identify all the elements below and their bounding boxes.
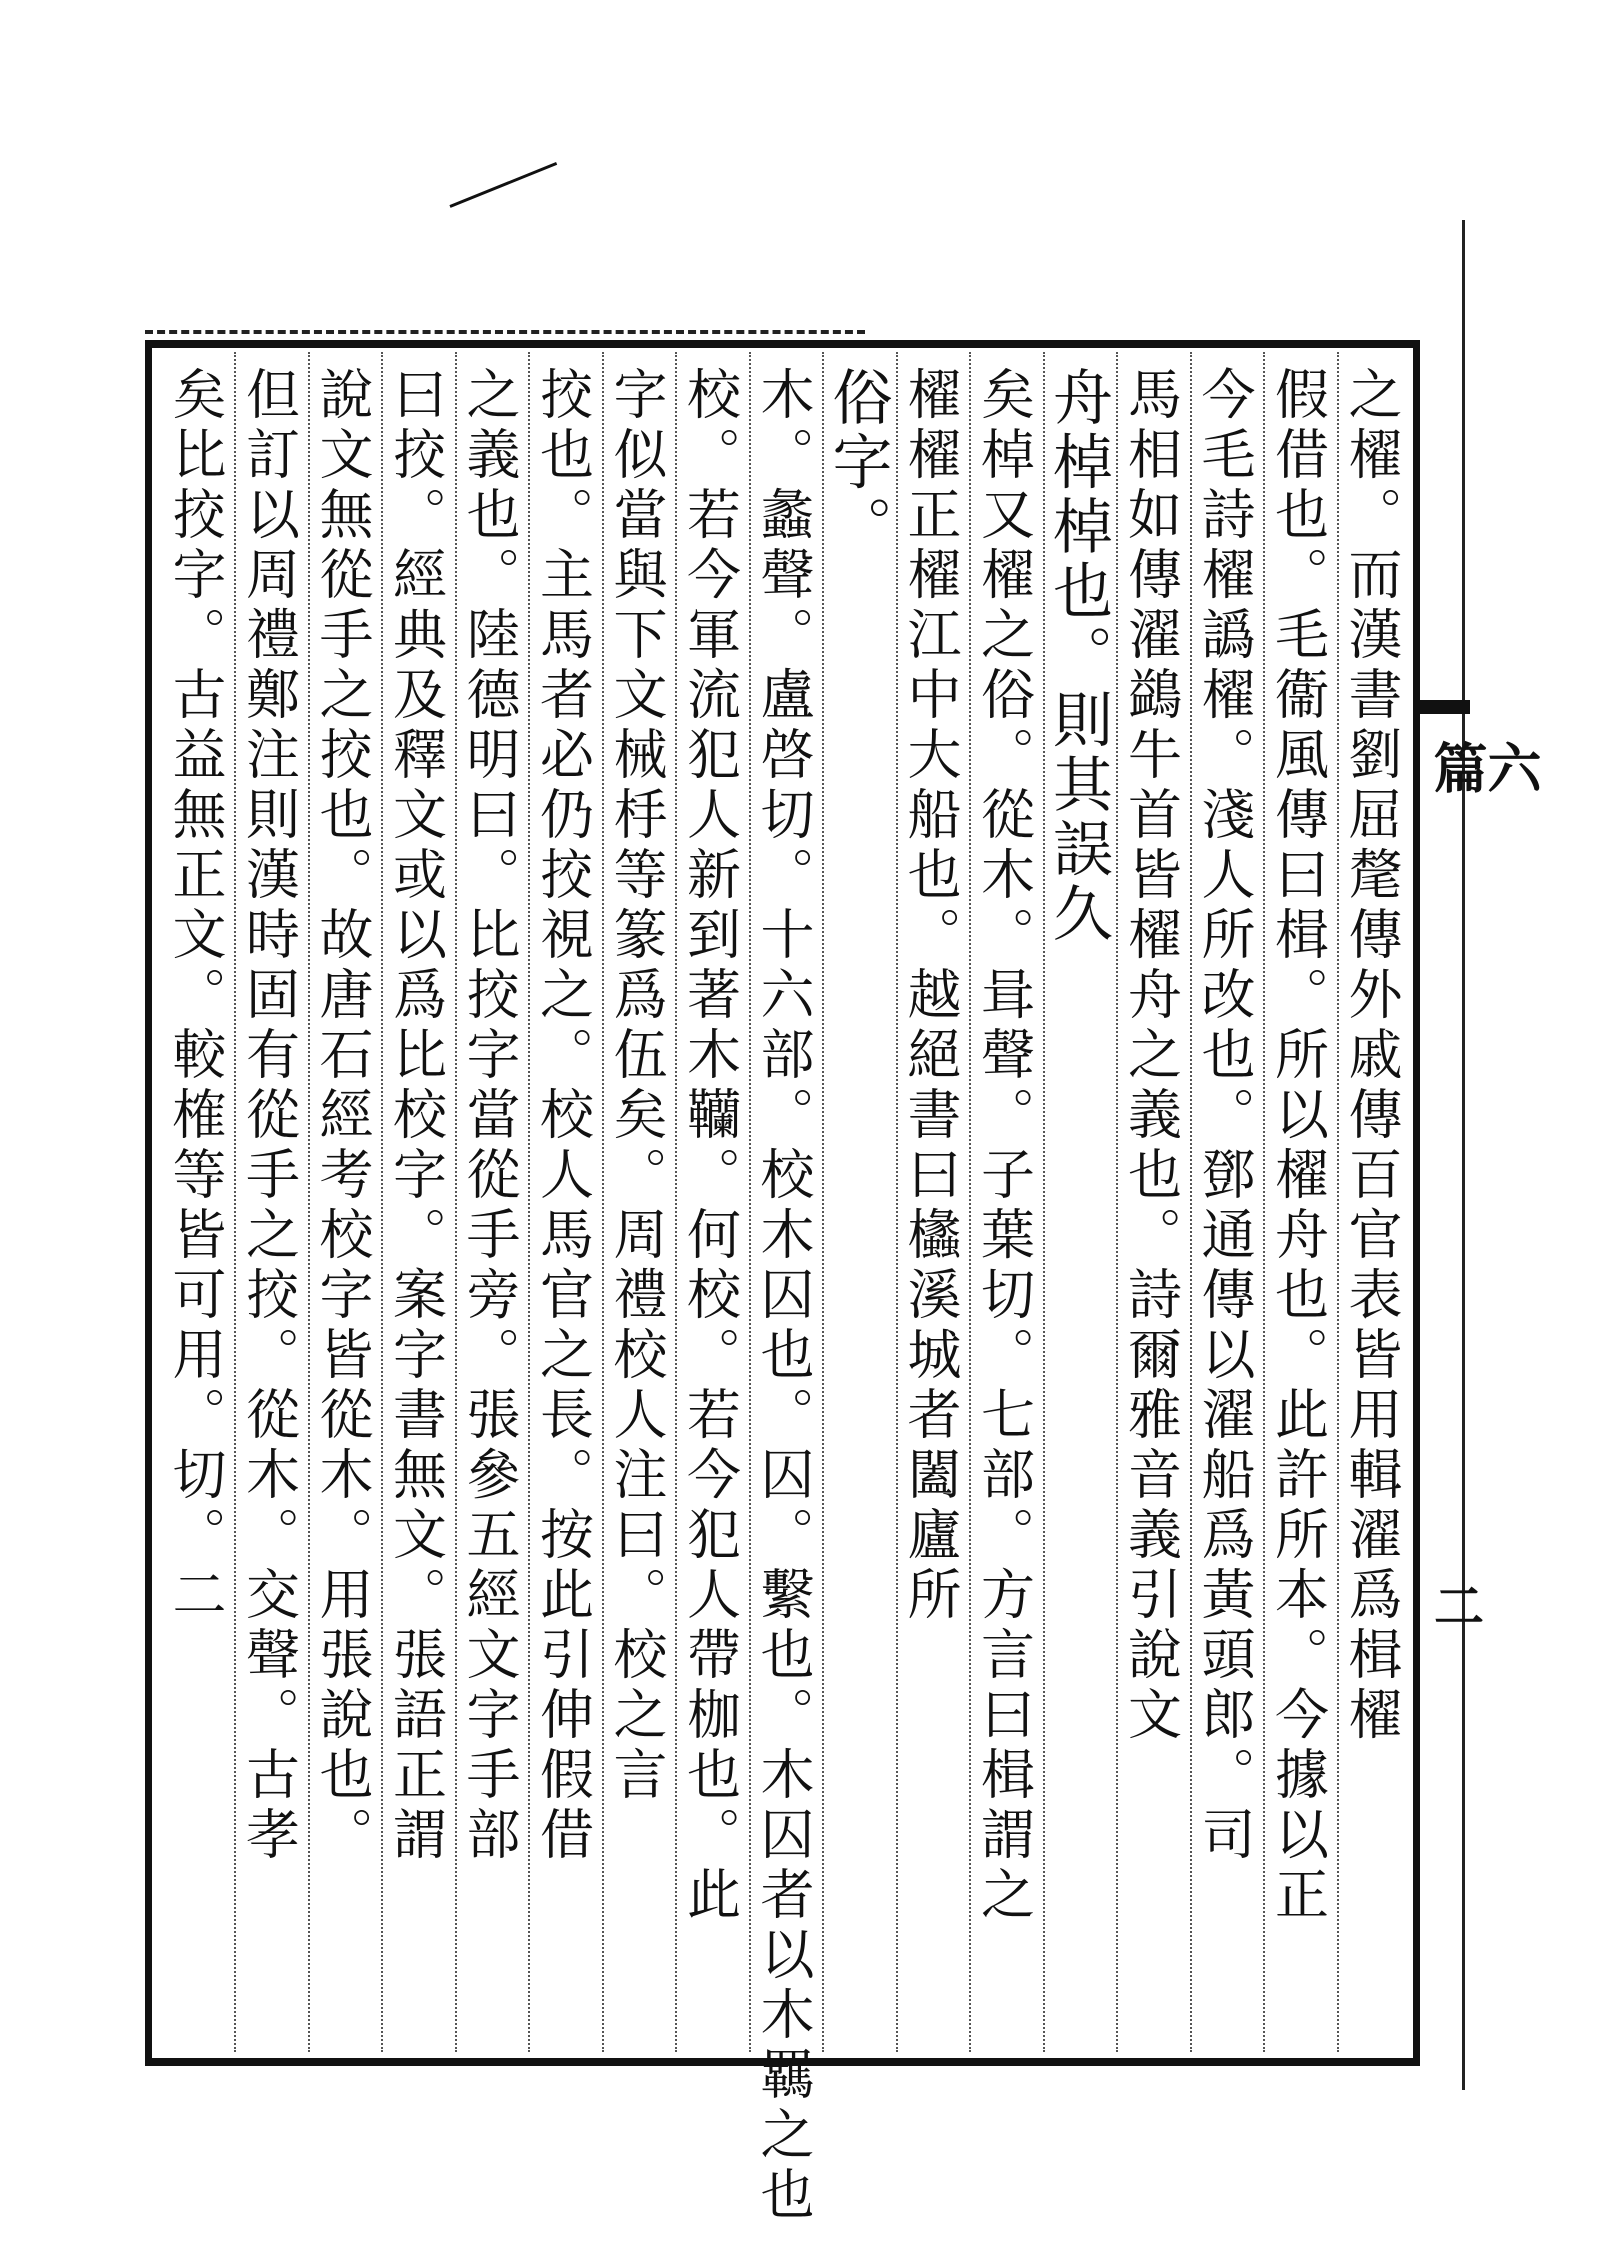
frame-top-dashed-edge	[145, 330, 865, 338]
text-column	[969, 352, 1043, 2052]
column-text: 說文無從手之挍也。故唐石經考校字皆從木。用張說也。	[311, 366, 374, 1866]
frame-right-border	[1413, 340, 1420, 2066]
text-column	[1263, 352, 1337, 2052]
text-column	[602, 352, 676, 2052]
margin-fish-tail-mark	[1420, 700, 1470, 714]
text-column	[1116, 352, 1190, 2052]
column-text: 挍也。主馬者必仍挍視之。校人馬官之長。按此引伸假借	[531, 366, 595, 1866]
column-text: 校。若今軍流犯人新到著木韊。何校。若今犯人帶枷也。此	[678, 366, 742, 1926]
margin-page-number: 二	[1426, 1580, 1485, 1630]
margin-title: 六篇	[1425, 740, 1543, 794]
column-text: 之義也。陸德明曰。比挍字當從手旁。張參五經文字手部	[458, 366, 521, 1866]
column-text: 今毛詩櫂譌櫂。淺人所改也。鄧通傳以濯船爲黃頭郎。司	[1193, 366, 1256, 1866]
column-text: 馬相如傳濯鷁牛首皆櫂舟之義也。詩爾雅音義引說文	[1119, 366, 1183, 1746]
column-text: 櫂櫂正櫂江中大船也。越絕書曰欚溪城者闔廬所	[899, 366, 962, 1626]
column-text: 假借也。毛衞風傳曰楫。所以櫂舟也。此許所本。今據以正	[1266, 366, 1330, 1926]
column-text: 字似當與下文械杽等篆爲伍矣。周禮校人注曰。校之言	[605, 366, 668, 1806]
column-text: 曰挍。經典及釋文或以爲比校字。案字書無文。張語正謂	[384, 366, 448, 1866]
text-column	[675, 352, 749, 2052]
column-text: 之櫂。而漢書劉屈氂傳外戚傳百官表皆用輯濯爲楫櫂	[1340, 366, 1403, 1746]
page-edge-line	[1462, 220, 1465, 2090]
column-text: 矣比挍字。古益無正文。較榷等皆可用。切。二	[164, 366, 227, 1626]
main-text-block	[160, 352, 1410, 2226]
column-text: 俗字。	[822, 366, 893, 560]
text-column	[234, 352, 308, 2052]
column-text: 舟棹棹也。則其誤久	[1043, 366, 1113, 947]
text-column	[822, 352, 896, 2052]
text-column	[1190, 352, 1264, 2052]
ink-stroke-mark	[449, 162, 557, 208]
text-column	[308, 352, 382, 2052]
text-column	[161, 352, 235, 2052]
text-column	[896, 352, 970, 2052]
text-column	[1337, 352, 1411, 2052]
text-column	[528, 352, 602, 2052]
column-text: 矣棹又櫂之俗。從木。咠聲。子葉切。七部。方言曰楫謂之	[972, 366, 1036, 1926]
column-text: 但訂以周禮鄭注則漢時固有從手之挍。從木。交聲。古孝	[237, 366, 301, 1866]
text-column	[381, 352, 455, 2052]
text-column	[455, 352, 529, 2052]
text-column	[749, 352, 823, 2226]
frame-left-border	[145, 340, 152, 2066]
frame-top-border	[145, 340, 1420, 348]
text-column	[1043, 352, 1117, 2052]
column-text: 木。蠡聲。盧啓切。十六部。校木囚也。囚。繫也。木囚者以木羈之也	[752, 366, 815, 2226]
